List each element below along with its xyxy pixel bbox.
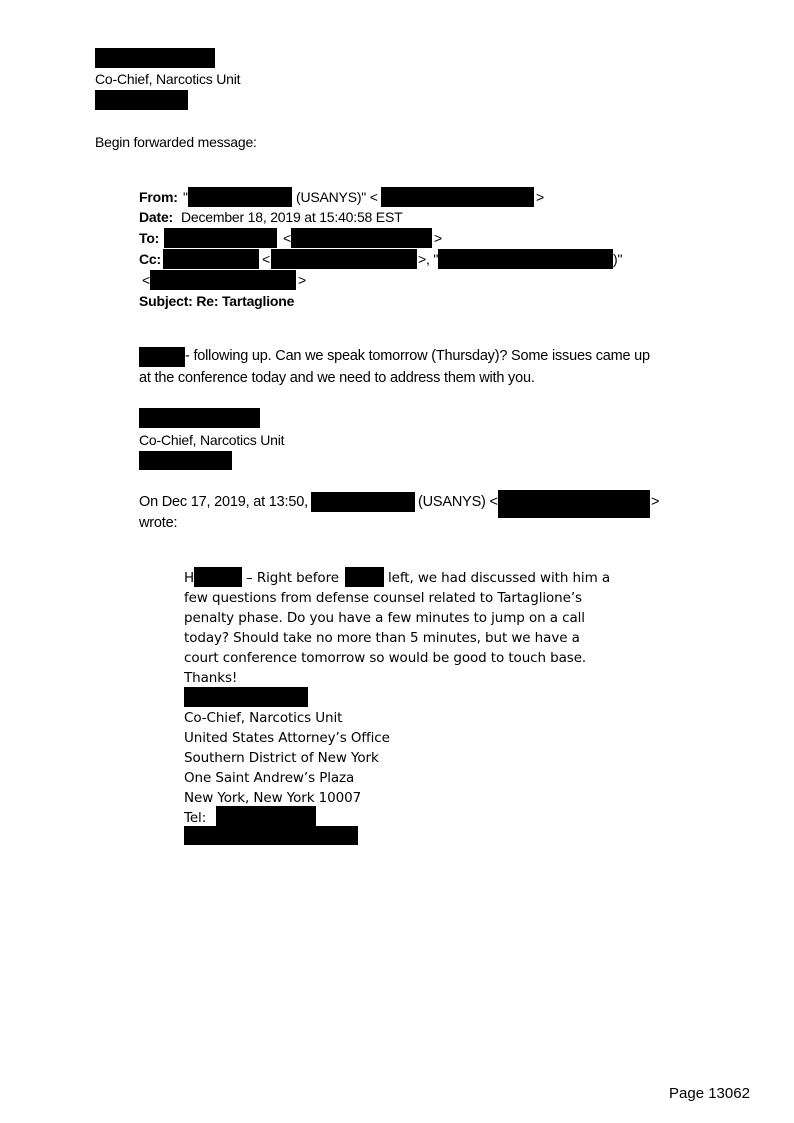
- redacted-contact: [95, 90, 188, 110]
- redacted-sender-email: [381, 187, 534, 207]
- redacted-name: [95, 48, 215, 68]
- redacted-sender-name: [188, 187, 292, 207]
- quoted-sig-address: One Saint Andrew’s Plaza: [184, 770, 355, 786]
- redacted-email-line: [184, 826, 358, 845]
- quoted-part2: left, we had discussed with him a: [388, 570, 610, 586]
- quoted-line-6: Thanks!: [184, 670, 238, 686]
- quoted-sig-district: Southern District of New York: [184, 750, 379, 766]
- from-close: >: [536, 189, 544, 205]
- page-number: Page 13062: [669, 1085, 750, 1102]
- to-label: To:: [139, 230, 160, 246]
- from-label: From:: [139, 189, 178, 205]
- redacted-greeting-name: [194, 567, 242, 587]
- forward-intro: Begin forwarded message:: [95, 134, 257, 150]
- cc-mid: >, ": [418, 251, 439, 267]
- redacted-person: [345, 567, 384, 587]
- subject-line: Subject: Re: Tartaglione: [139, 293, 295, 309]
- redacted-tel: [216, 806, 316, 827]
- quote-close: >: [651, 494, 660, 510]
- cc-label: Cc:: [139, 251, 161, 267]
- quote-org: (USANYS) <: [418, 494, 498, 510]
- to-close: >: [434, 230, 442, 246]
- cc-end: )": [613, 251, 623, 267]
- date-value: December 18, 2019 at 15:40:58 EST: [181, 209, 403, 225]
- quote-wrote: wrote:: [139, 515, 178, 531]
- redacted-quoted-signer: [184, 687, 308, 707]
- signature-title: Co-Chief, Narcotics Unit: [95, 71, 241, 87]
- from-org: (USANYS)" <: [296, 189, 378, 205]
- quoted-line-4: today? Should take no more than 5 minutes, but we have a: [184, 630, 580, 646]
- redacted-recipient: [139, 347, 185, 367]
- redacted-cc2-email: [150, 270, 296, 290]
- redacted-cc2-name: [438, 249, 613, 269]
- cc2-close: >: [298, 272, 306, 288]
- redacted-to-email: [291, 228, 432, 248]
- redacted-to-name: [164, 228, 277, 248]
- redacted-cc-name: [163, 249, 259, 269]
- quote-prefix: On Dec 17, 2019, at 13:50,: [139, 494, 308, 510]
- quoted-line-2: few questions from defense counsel related to Tartaglione’s: [184, 590, 582, 606]
- cc2-open: <: [142, 272, 150, 288]
- to-open: <: [283, 230, 291, 246]
- quoted-line-5: court conference tomorrow so would be good to touch base.: [184, 650, 587, 666]
- redacted-signer-name: [139, 408, 260, 428]
- date-label: Date:: [139, 209, 174, 225]
- message-line-1: - following up. Can we speak tomorrow (Thursday)? Some issues came up: [185, 348, 650, 364]
- cc-open: <: [262, 251, 270, 267]
- quoted-sig-tel-label: Tel:: [184, 810, 207, 826]
- redacted-quote-sender: [311, 492, 415, 512]
- quoted-sig-office: United States Attorney’s Office: [184, 730, 390, 746]
- quoted-sig-title: Co-Chief, Narcotics Unit: [184, 710, 343, 726]
- redacted-cc-email: [271, 249, 417, 269]
- redacted-signer-contact: [139, 451, 232, 470]
- quoted-line-3: penalty phase. Do you have a few minutes to jump on a call: [184, 610, 585, 626]
- from-quote: ": [183, 189, 188, 205]
- quoted-h: H: [184, 570, 195, 586]
- mid-signature-title: Co-Chief, Narcotics Unit: [139, 432, 285, 448]
- redacted-quote-email: [498, 490, 650, 518]
- quoted-part1: – Right before: [246, 570, 339, 586]
- quoted-sig-city: New York, New York 10007: [184, 790, 362, 806]
- message-line-2: at the conference today and we need to address them with you.: [139, 370, 535, 386]
